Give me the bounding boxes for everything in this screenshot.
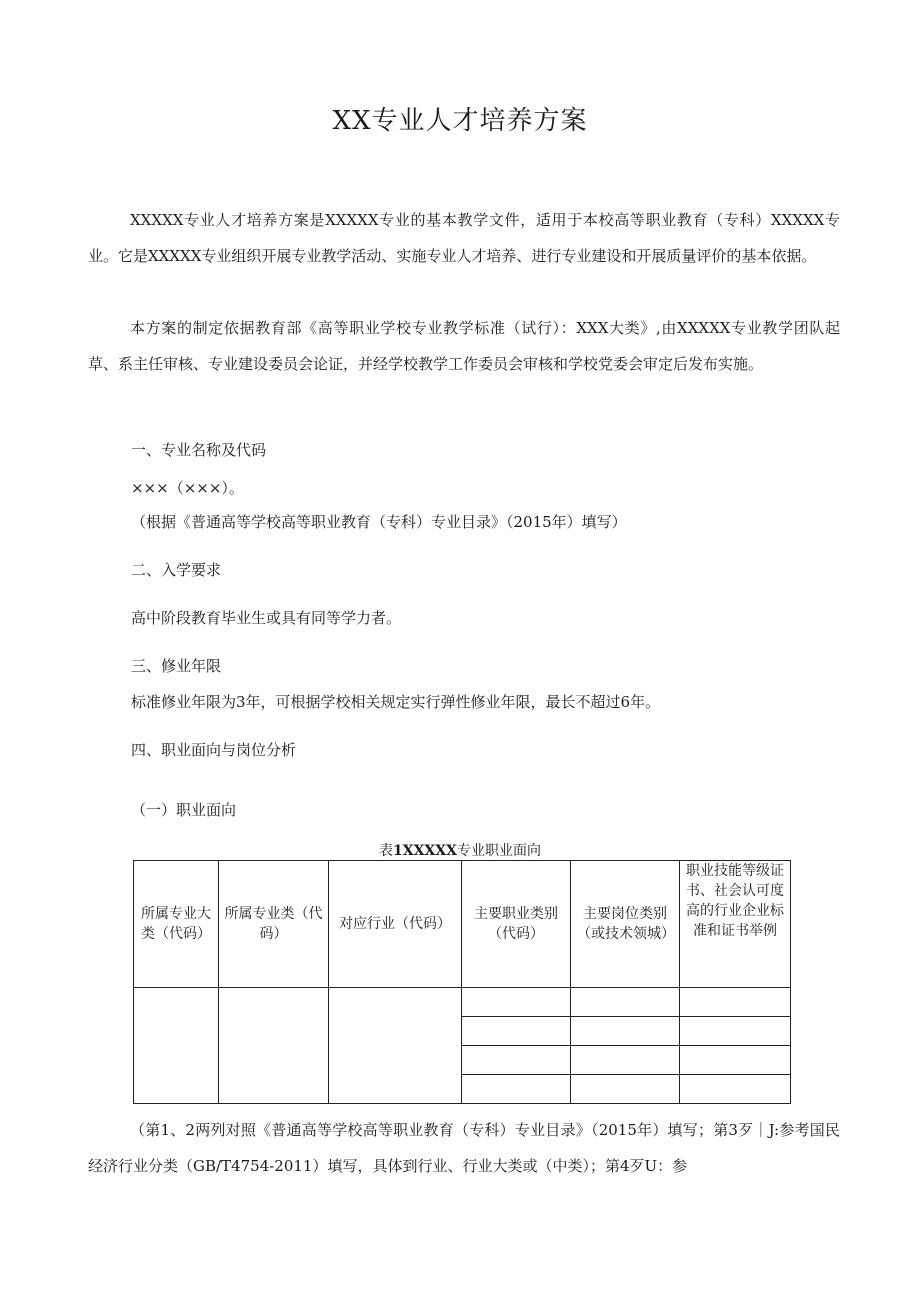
section-4-heading: 四、职业面向与岗位分析 (131, 741, 297, 759)
table-cell (462, 1017, 571, 1046)
table-cell (571, 1075, 680, 1104)
intro-paragraph-1: XXXXX专业人才培养方案是XXXXX专业的基本教学文件，适用于本校高等职业教育（专科）XXXXX专业。它是XXXXX专业组织开展专业教学活动、实施专业人才培养、进行专业建设和开展质量评价的基本依据。 (88, 211, 840, 265)
section-3-heading: 三、修业年限 (131, 657, 222, 675)
table-caption-number: 1XXXXX (392, 843, 458, 859)
table-header-cell: 对应行业（代码） (329, 861, 462, 988)
table-cell (134, 988, 219, 1104)
table-cell (462, 1075, 571, 1104)
table-cell (329, 988, 462, 1104)
table-cell (462, 988, 571, 1017)
table-cell (571, 988, 680, 1017)
table-cell (571, 1017, 680, 1046)
table-header-cell: 主要岗位类别（或技术领城） (571, 861, 680, 988)
table-cell (219, 988, 329, 1104)
intro-paragraph-2: 本方案的制定依据教育部《高等职业学校专业教学标准（试行）：XXX大类》,由XXXXX专业教学团队起草、系主任审核、专业建设委员会论证，并经学校教学工作委员会审核和学校党委会审定后发布实施。 (88, 319, 840, 373)
table-caption-prefix: 表 (378, 843, 393, 859)
table-header-row (134, 861, 791, 988)
table-cell (680, 1075, 791, 1104)
section-3-text: 标准修业年限为3年，可根据学校相关规定实行弹性修业年限，最长不超过6年。 (131, 693, 661, 711)
section-2-heading: 二、入学要求 (131, 561, 222, 579)
table-cell (571, 1046, 680, 1075)
section-1-heading: 一、专业名称及代码 (131, 441, 267, 459)
table-note: （第1、2两列对照《普通高等学校高等职业教育（专科）专业目录》（2015年）填写；第3歹｜J:参考国民经济行业分类（GB/T4754-2011）填写，具体到行业、行业大类或（中类）；第4歹U：参 (88, 1121, 840, 1175)
table-cell (680, 1046, 791, 1075)
table-header-cell: 所属专业类（代码） (219, 861, 329, 988)
section-4-subheading: （一）职业面向 (131, 801, 237, 819)
table-cell (680, 988, 791, 1017)
section-2-text: 高中阶段教育毕业生或具有同等学力者。 (131, 609, 402, 627)
table-caption-suffix: 专业职业面向 (457, 843, 542, 859)
table-caption (0, 842, 920, 860)
page-title: XX专业人才培养方案 (332, 106, 588, 136)
section-1-value: ×××（×××）。 (131, 479, 244, 497)
table-header-cell: 职业技能等级证书、社会认可度高的行业企业标准和证书举例 (680, 861, 791, 988)
table-header-cell: 主要职业类别（代码） (462, 861, 571, 988)
table-cell (462, 1046, 571, 1075)
career-orientation-table (133, 860, 791, 1104)
table-header-cell: 所属专业大类（代码） (134, 861, 219, 988)
table-row (134, 988, 791, 1017)
table-cell (680, 1017, 791, 1046)
section-1-note: （根据《普通高等学校高等职业教育（专科）专业目录》（2015年）填写） (131, 513, 627, 531)
